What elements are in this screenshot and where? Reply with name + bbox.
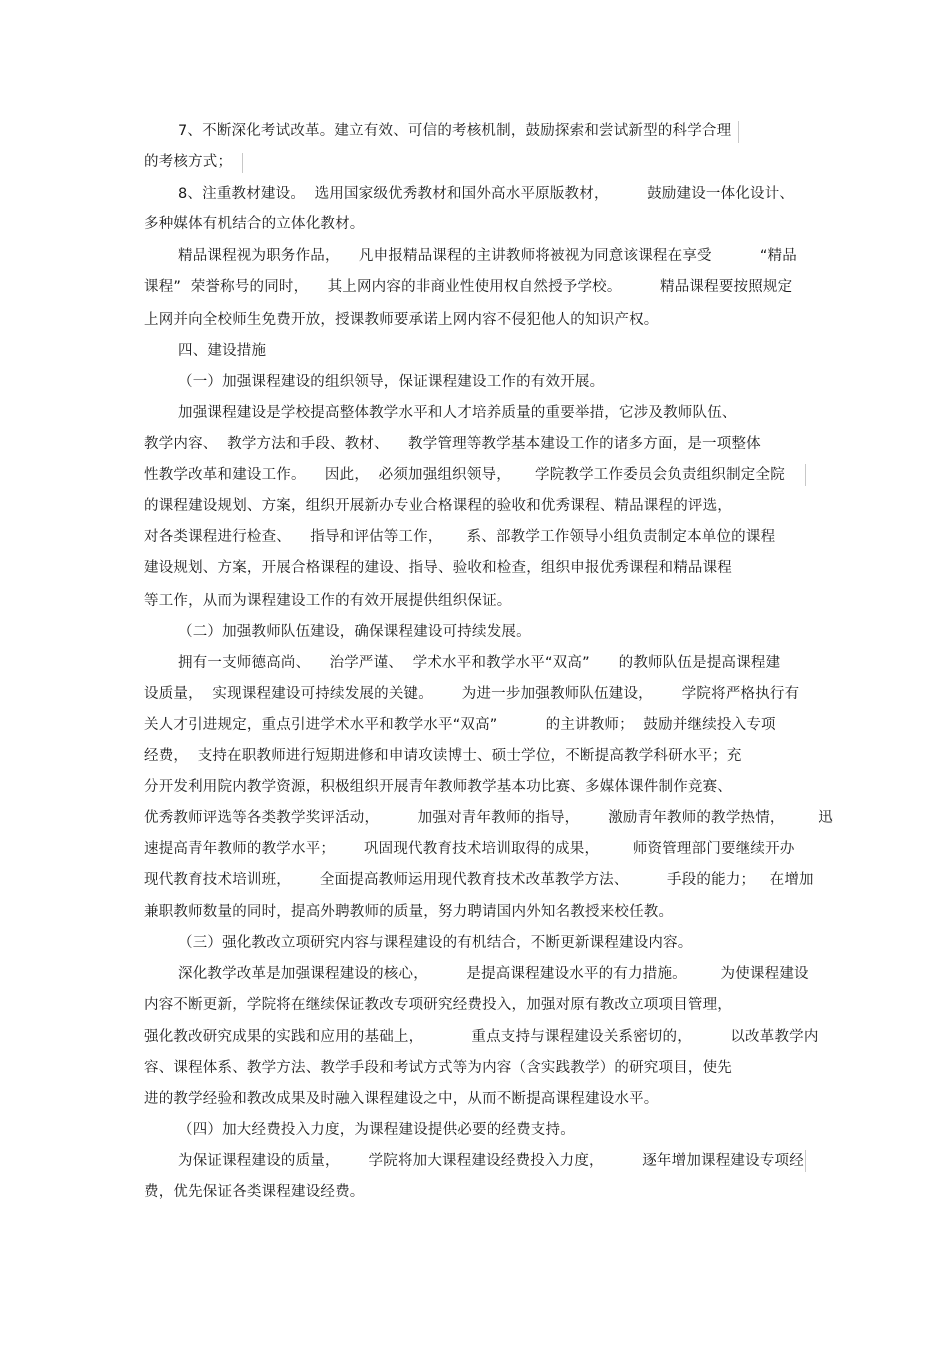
text-line: 分开发利用院内教学资源，积极组织开展青年教师教学基本功比赛、多媒体课件制作竞赛、 bbox=[144, 779, 732, 795]
text-line: 课程” 荣誉称号的同时， 其上网内容的非商业性使用权自然授予学校。 精品课程要按照规定 bbox=[144, 279, 793, 295]
text-line: 现代教育技术培训班， 全面提高教师运用现代教育技术改革教学方法、 手段的能力； 在增加 bbox=[144, 872, 814, 888]
text-line: 的课程建设规划、方案，组织开展新办专业合格课程的验收和优秀课程、精品课程的评选， bbox=[144, 498, 732, 514]
subsection-heading: （一）加强课程建设的组织领导，保证课程建设工作的有效开展。 bbox=[178, 374, 605, 390]
text-line: 7、不断深化考试改革。建立有效、可信的考核机制，鼓励探索和尝试新型的科学合理 bbox=[178, 123, 732, 139]
text-line: 拥有一支师德高尚、 治学严谨、 学术水平和教学水平“双高” 的教师队伍是提高课程建 bbox=[178, 655, 781, 671]
text-line: 兼职教师数量的同时，提高外聘教师的质量，努力聘请国内外知名教授来校任教。 bbox=[144, 904, 674, 920]
margin-mark bbox=[738, 121, 739, 143]
subsection-heading: （三）强化教改立项研究内容与课程建设的有机结合，不断更新课程建设内容。 bbox=[178, 935, 693, 951]
text-line: 教学内容、 教学方法和手段、教材、 教学管理等教学基本建设工作的诸多方面，是一项整体 bbox=[144, 436, 761, 452]
text-line: 设质量， 实现课程建设可持续发展的关键。 为进一步加强教师队伍建设， 学院将严格执行有 bbox=[144, 686, 800, 702]
text-line: 费，优先保证各类课程建设经费。 bbox=[144, 1184, 365, 1200]
margin-mark bbox=[805, 1150, 806, 1172]
text-line: 对各类课程进行检查、 指导和评估等工作， 系、部教学工作领导小组负责制定本单位的课程 bbox=[144, 529, 776, 545]
text-line: 关人才引进规定，重点引进学术水平和教学水平“双高” 的主讲教师； 鼓励并继续投入专项 bbox=[144, 717, 776, 733]
text-line: 强化教改研究成果的实践和应用的基础上， 重点支持与课程建设关系密切的， 以改革教学内 bbox=[144, 1029, 819, 1045]
text-line: 深化教学改革是加强课程建设的核心， 是提高课程建设水平的有力措施。 为使课程建设 bbox=[178, 966, 809, 982]
margin-mark bbox=[805, 464, 806, 486]
text-line: 建设规划、方案，开展合格课程的建设、指导、验收和检查，组织申报优秀课程和精品课程 bbox=[144, 560, 732, 576]
text-line: 上网并向全校师生免费开放，授课教师要承诺上网内容不侵犯他人的知识产权。 bbox=[144, 312, 659, 328]
text-line: 为保证课程建设的质量， 学院将加大课程建设经费投入力度， 逐年增加课程建设专项经 bbox=[178, 1153, 804, 1169]
text-line: 经费， 支持在职教师进行短期进修和申请攻读博士、硕士学位，不断提高教学科研水平；充 bbox=[144, 748, 742, 764]
text-line: 多种媒体有机结合的立体化教材。 bbox=[144, 216, 365, 232]
text-line: 性教学改革和建设工作。 因此， 必须加强组织领导， 学院教学工作委员会负责组织制定全院 bbox=[144, 467, 785, 483]
text-line: 精品课程视为职务作品， 凡申报精品课程的主讲教师将被视为同意该课程在享受 “精品 bbox=[178, 248, 797, 264]
subsection-heading: （二）加强教师队伍建设，确保课程建设可持续发展。 bbox=[178, 624, 531, 640]
text-line: 容、课程体系、教学方法、教学手段和考试方式等为内容（含实践教学）的研究项目，使先 bbox=[144, 1060, 732, 1076]
text-line: 8、注重教材建设。 选用国家级优秀教材和国外高水平原版教材， 鼓励建设一体化设计、 bbox=[178, 186, 795, 202]
subsection-heading: （四）加大经费投入力度，为课程建设提供必要的经费支持。 bbox=[178, 1122, 575, 1138]
text-line: 加强课程建设是学校提高整体教学水平和人才培养质量的重要举措，它涉及教师队伍、 bbox=[178, 405, 737, 421]
text-line: 内容不断更新，学院将在继续保证教改专项研究经费投入，加强对原有教改立项项目管理， bbox=[144, 997, 732, 1013]
text-line: 进的教学经验和教改成果及时融入课程建设之中，从而不断提高课程建设水平。 bbox=[144, 1091, 659, 1107]
text-line: 优秀教师评选等各类教学奖评活动， 加强对青年教师的指导， 激励青年教师的教学热情， 迅 bbox=[144, 810, 833, 826]
text-line: 等工作，从而为课程建设工作的有效开展提供组织保证。 bbox=[144, 593, 512, 609]
margin-mark bbox=[242, 153, 243, 173]
text-line: 的考核方式； bbox=[144, 154, 233, 170]
section-heading: 四、建设措施 bbox=[178, 343, 267, 359]
text-line: 速提高青年教师的教学水平； 巩固现代教育技术培训取得的成果， 师资管理部门要继续开办 bbox=[144, 841, 795, 857]
